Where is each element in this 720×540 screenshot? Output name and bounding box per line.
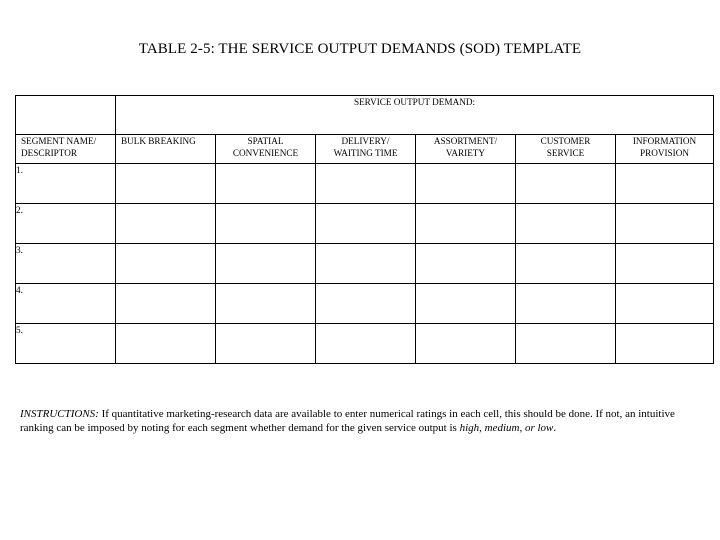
empty-cell xyxy=(516,164,616,204)
empty-cell xyxy=(316,284,416,324)
column-header-spatial-convenience xyxy=(216,135,316,164)
empty-cell xyxy=(116,324,216,364)
empty-cell xyxy=(216,324,316,364)
column-header-information-provision xyxy=(616,135,714,164)
column-header-bulk-breaking xyxy=(116,135,216,164)
empty-cell xyxy=(216,244,316,284)
empty-cell xyxy=(416,284,516,324)
column-header-line: WAITING TIME xyxy=(333,148,398,158)
column-header-line: SPATIAL xyxy=(247,136,284,146)
table-corner-cell xyxy=(16,96,116,135)
column-header-line: DELIVERY/ xyxy=(341,136,390,146)
column-header-line: CONVENIENCE xyxy=(232,148,299,158)
instructions-label: INSTRUCTIONS: xyxy=(20,408,99,420)
column-header-assortment xyxy=(416,135,516,164)
column-header-customer-service xyxy=(516,135,616,164)
empty-cell xyxy=(516,284,616,324)
empty-cell xyxy=(116,204,216,244)
column-header-line: VARIETY xyxy=(445,148,486,158)
column-header-line: INFORMATION xyxy=(632,136,697,146)
empty-cell xyxy=(616,324,714,364)
column-header-line: ASSORTMENT/ xyxy=(433,136,498,146)
empty-cell xyxy=(216,204,316,244)
row-label: 1. xyxy=(16,164,116,204)
column-header-line: SERVICE xyxy=(546,148,585,158)
empty-cell xyxy=(416,244,516,284)
table-row xyxy=(16,324,714,364)
table-row xyxy=(16,204,714,244)
empty-cell xyxy=(616,244,714,284)
table-row xyxy=(16,284,714,324)
empty-cell xyxy=(116,284,216,324)
instructions-end: . xyxy=(553,422,557,434)
row-label: 4. xyxy=(16,284,116,324)
column-header-line: BULK BREAKING xyxy=(121,136,196,146)
row-label: 2. xyxy=(16,204,116,244)
empty-cell xyxy=(616,204,714,244)
empty-cell xyxy=(516,324,616,364)
instructions-body: If quantitative marketing-research data are available to enter numerical ratings in each cell, this should be done. If not, an intuitive ranking can be imposed by noting for each segment whether demand for the given service output is xyxy=(20,408,675,434)
instructions-low: low xyxy=(537,422,554,434)
table-row xyxy=(16,244,714,284)
instructions-or: or xyxy=(522,422,535,434)
column-header-line: SEGMENT NAME/ xyxy=(21,136,97,146)
column-header-segment xyxy=(16,135,116,164)
row-label: 3. xyxy=(16,244,116,284)
empty-cell xyxy=(316,244,416,284)
empty-cell xyxy=(316,164,416,204)
empty-cell xyxy=(416,164,516,204)
instructions-high-medium: high, medium, xyxy=(459,422,523,434)
empty-cell xyxy=(216,284,316,324)
sod-template-table xyxy=(15,95,714,364)
service-output-demand-header: SERVICE OUTPUT DEMAND: xyxy=(116,96,714,135)
table-row xyxy=(16,164,714,204)
instructions-paragraph xyxy=(20,407,680,435)
empty-cell xyxy=(416,204,516,244)
empty-cell xyxy=(516,204,616,244)
page-title: TABLE 2-5: THE SERVICE OUTPUT DEMANDS (SOD) TEMPLATE xyxy=(138,41,582,57)
empty-cell xyxy=(516,244,616,284)
empty-cell xyxy=(316,204,416,244)
empty-cell xyxy=(416,324,516,364)
empty-cell xyxy=(316,324,416,364)
empty-cell xyxy=(116,244,216,284)
column-header-line: PROVISION xyxy=(639,148,689,158)
row-label: 5. xyxy=(16,324,116,364)
column-header-line: CUSTOMER xyxy=(540,136,591,146)
empty-cell xyxy=(616,284,714,324)
empty-cell xyxy=(216,164,316,204)
empty-cell xyxy=(616,164,714,204)
empty-cell xyxy=(116,164,216,204)
column-header-line: DESCRIPTOR xyxy=(21,148,77,158)
column-header-delivery xyxy=(316,135,416,164)
